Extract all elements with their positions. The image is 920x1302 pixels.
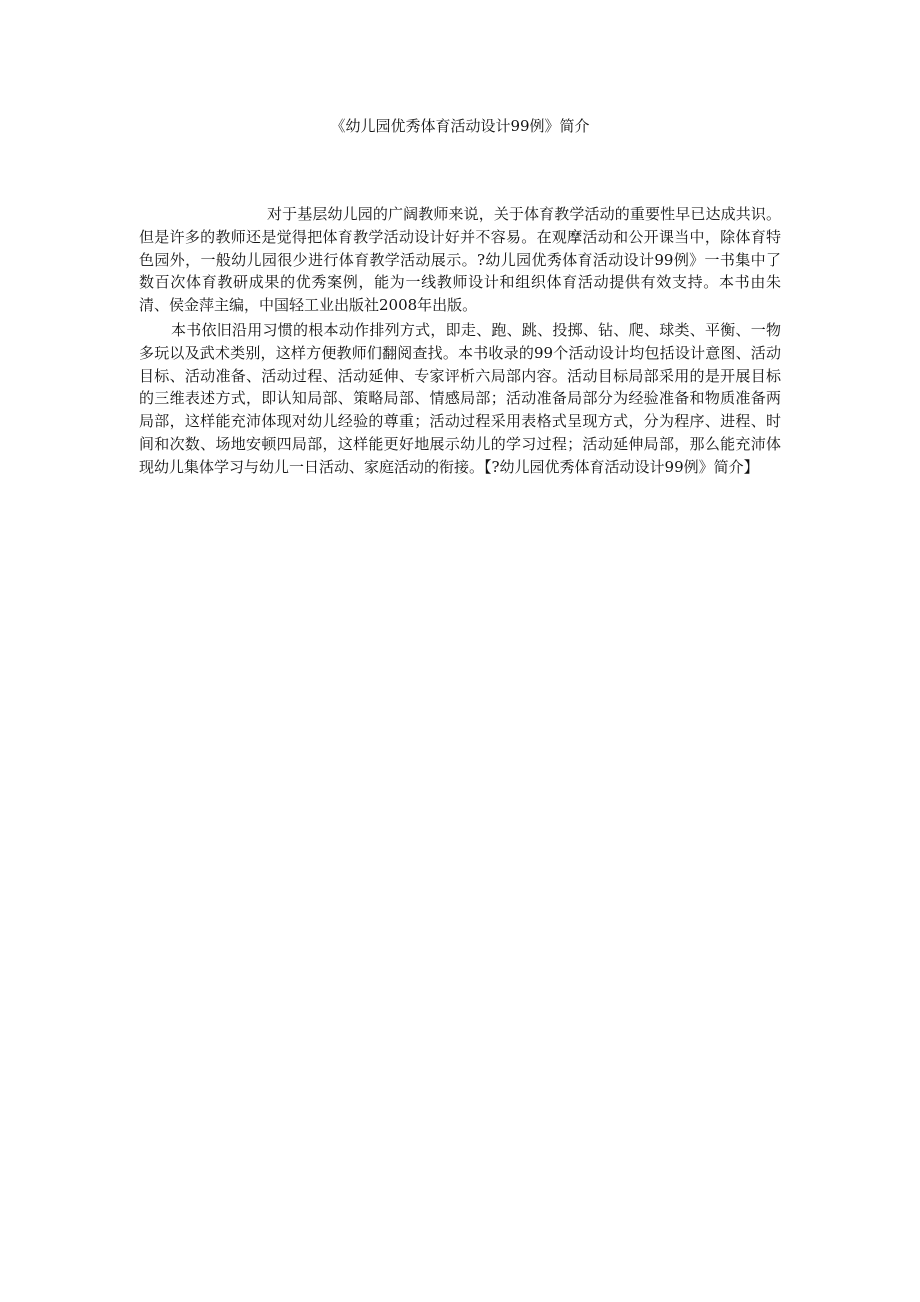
- paragraph-intro: 对于基层幼儿园的广阔教师来说，关于体育教学活动的重要性早已达成共识。但是许多的教师还是觉得把体育教学活动设计好并不容易。在观摩活动和公开课当中，除体育特色园外，一般幼儿园很少进行体育教学活动展示。?幼儿园优秀体育活动设计99例》一书集中了数百次体育教研成果的优秀案例，能为一线教师设计和组织体育活动提供有效支持。本书由朱清、侯金萍主编，中国轻工业出版社2008年出版。: [139, 205, 781, 315]
- document-title: 《幼儿园优秀体育活动设计99例》简介: [330, 117, 590, 135]
- paragraph-content: 本书依旧沿用习惯的根本动作排列方式，即走、跑、跳、投掷、钻、爬、球类、平衡、一物多玩以及武术类别，这样方便教师们翻阅查找。本书收录的99个活动设计均包括设计意图、活动目标、活动准备、活动过程、活动延伸、专家评析六局部内容。活动目标局部采用的是开展目标的三维表述方式，即认知局部、策略局部、情感局部；活动准备局部分为经验准备和物质准备两局部，这样能充沛体现对幼儿经验的尊重；活动过程采用表格式呈现方式，分为程序、进程、时间和次数、场地安顿四局部，这样能更好地展示幼儿的学习过程；活动延伸局部，那么能充沛体现幼儿集体学习与幼儿一日活动、家庭活动的衔接。【?幼儿园优秀体育活动设计99例》简介】: [139, 320, 781, 476]
- document-body: [139, 203, 781, 479]
